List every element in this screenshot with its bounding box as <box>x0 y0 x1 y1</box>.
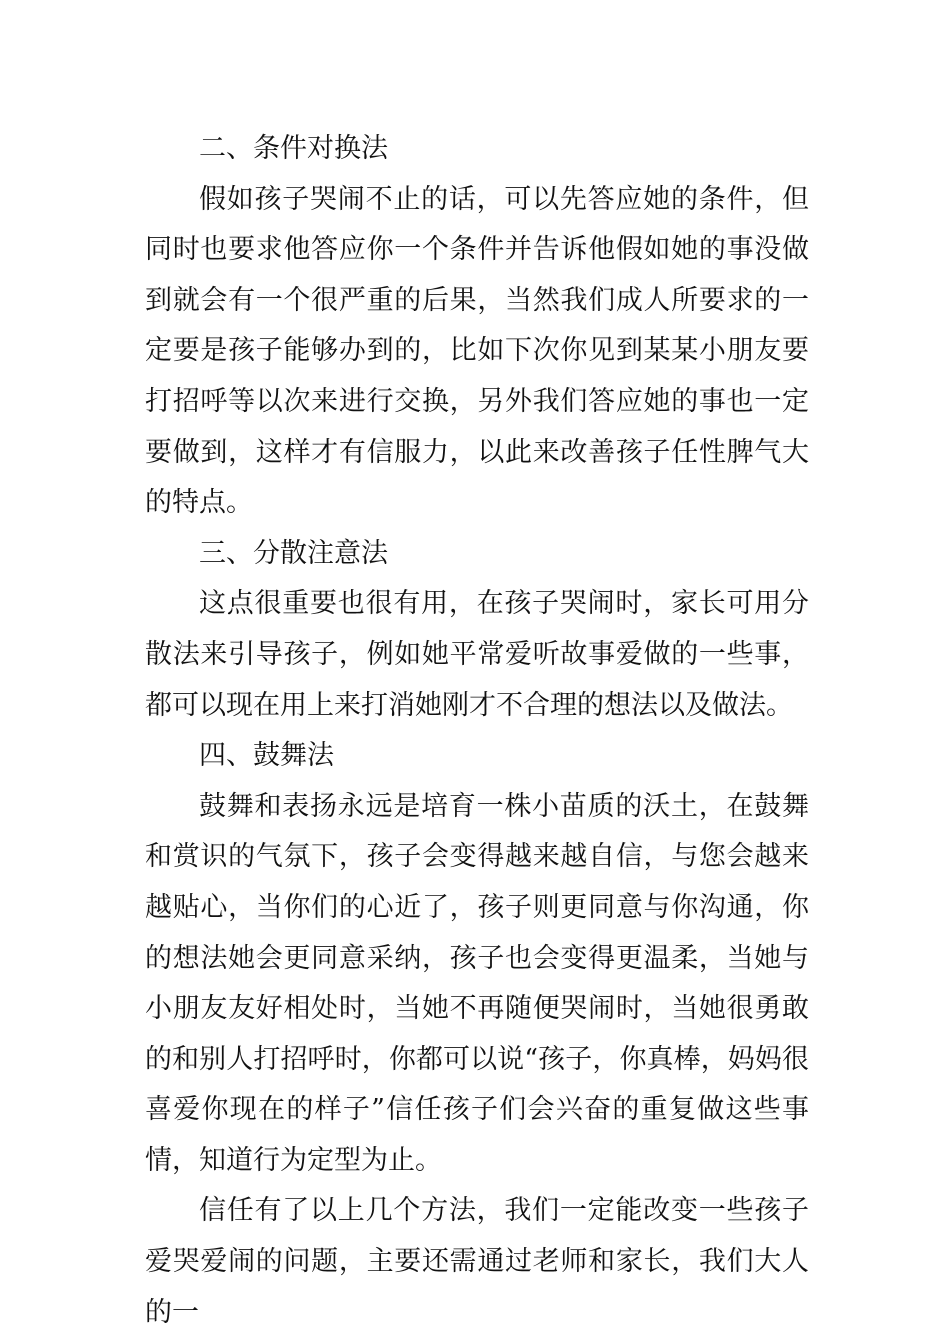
paragraph-conclusion: 信任有了以上几个方法，我们一定能改变一些孩子爱哭爱闹的问题，主要还需通过老师和家长，我们大人的一 <box>145 1195 809 1328</box>
paragraph-encouragement: 鼓舞和表扬永远是培育一株小苗质的沃土，在鼓舞和赏识的气氛下，孩子会变得越来越自信，与您会越来越贴心，当你们的心近了，孩子则更同意与你沟通，你的想法她会更同意采纳，孩子也会变得更温柔，当她与小朋友友好相处时，当她不再随便哭闹时，当她很勇敢的和别人打招呼时，你都可以说“孩子，你真棒，妈妈很喜爱你现在的样子”信任孩子们会兴奋的重复做这些事情，知道行为定型为止。 <box>145 790 809 1176</box>
section-heading-condition-exchange: 二、条件对换法 <box>199 133 388 164</box>
document-body <box>145 124 809 1338</box>
section-heading-encouragement: 四、鼓舞法 <box>199 740 334 772</box>
paragraph-condition-exchange: 假如孩子哭闹不止的话，可以先答应她的条件，但同时也要求他答应你一个条件并告诉他假如她的事没做到就会有一个很严重的后果，当然我们成人所要求的一定要是孩子能够办到的，比如下次你见到某某小朋友要打招呼等以次来进行交换，另外我们答应她的事也一定要做到，这样才有信服力，以此来改善孩子任性脾气大的特点。 <box>145 183 809 519</box>
paragraph-distraction: 这点很重要也很有用，在孩子哭闹时，家长可用分散法来引导孩子，例如她平常爱听故事爱做的一些事，都可以现在用上来打消她刚才不合理的想法以及做法。 <box>145 588 809 721</box>
section-heading-distraction: 三、分散注意法 <box>199 537 388 569</box>
